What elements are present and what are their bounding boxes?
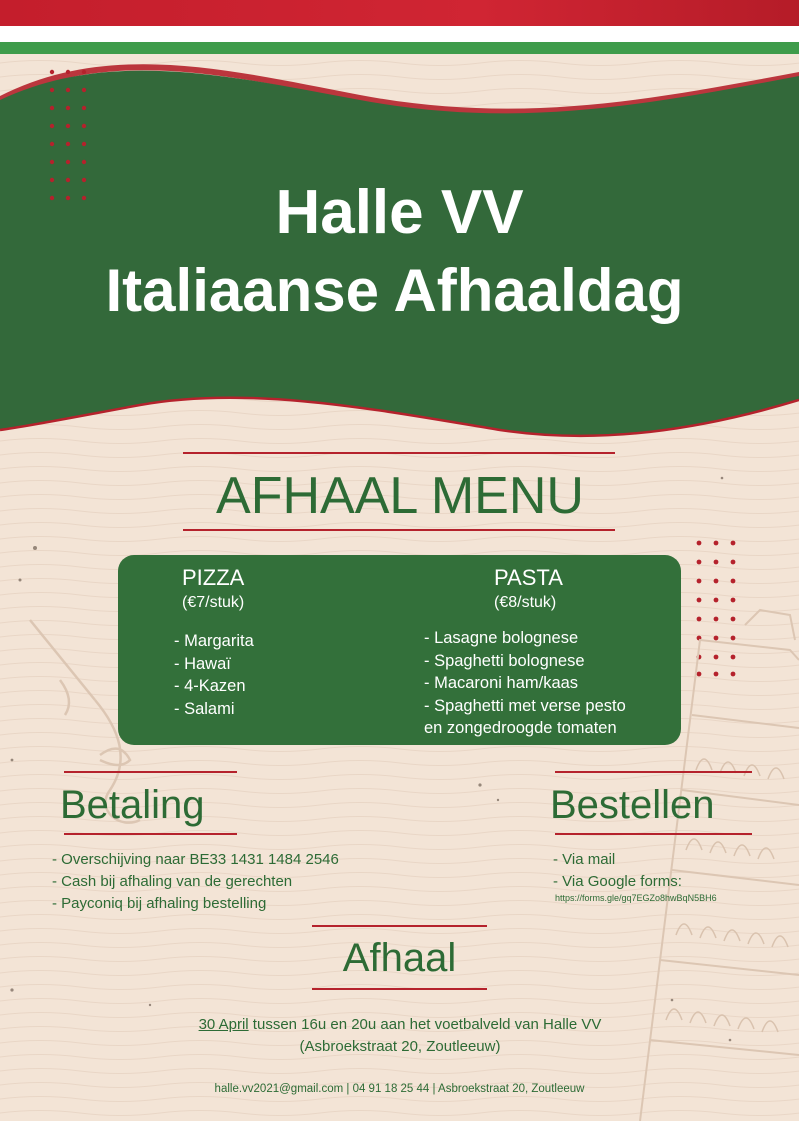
pickup-heading: Afhaal xyxy=(342,936,457,980)
menu-panel xyxy=(118,555,681,745)
pickup-rule-bottom xyxy=(312,988,487,990)
list-item: - Cash bij afhaling van de gerechten xyxy=(52,873,293,890)
list-item: - Overschijving naar BE33 1431 1484 2546 xyxy=(52,851,339,868)
pickup-address: (Asbroekstraat 20, Zoutleeuw) xyxy=(299,1038,501,1055)
payment-rule-top xyxy=(64,771,237,773)
event-name: Italiaanse Afhaaldag xyxy=(105,257,684,324)
ordering-rule-top xyxy=(555,771,752,773)
pickup-date: 30 April xyxy=(198,1016,249,1033)
list-item: - Margarita xyxy=(174,632,254,650)
pizza-list xyxy=(174,630,254,720)
menu-heading: AFHAAL MENU xyxy=(216,467,584,525)
ordering-list xyxy=(553,849,682,893)
pickup-time-line xyxy=(120,1014,680,1036)
google-forms-link[interactable]: https://forms.gle/gq7EGZo8hwBqN5BH6 xyxy=(555,893,717,903)
list-item: - Via mail xyxy=(553,851,616,868)
payment-list xyxy=(52,849,339,915)
footer-contact: halle.vv2021@gmail.com | 04 91 18 25 44 | Asbroekstraat 20, Zoutleeuw xyxy=(214,1083,585,1095)
ordering-heading: Bestellen xyxy=(550,783,715,827)
list-item: - Spaghetti bolognese xyxy=(424,651,585,670)
list-item: - Salami xyxy=(174,699,235,718)
list-item: - Hawaï xyxy=(174,654,231,673)
list-item: - Spaghetti met verse pesto xyxy=(424,696,626,715)
menu-heading-rule-bottom xyxy=(183,529,615,531)
pickup-time-location: tussen 16u en 20u aan het voetbalveld van Halle VV xyxy=(248,1016,602,1033)
pickup-rule-top xyxy=(312,925,487,927)
list-item: - Via Google forms: xyxy=(553,873,682,890)
pizza-title: PIZZA xyxy=(182,565,245,590)
ordering-rule-bottom xyxy=(555,833,752,835)
list-item: - 4-Kazen xyxy=(174,677,246,695)
pasta-list xyxy=(424,627,626,740)
payment-heading: Betaling xyxy=(60,783,205,827)
pasta-title: PASTA xyxy=(494,565,563,590)
pickup-details xyxy=(120,1014,680,1058)
list-item: en zongedroogde tomaten xyxy=(424,719,617,737)
payment-rule-bottom xyxy=(64,833,237,835)
list-item: - Payconiq bij afhaling bestelling xyxy=(52,895,267,912)
flyer-title xyxy=(0,175,799,331)
list-item: - Macaroni ham/kaas xyxy=(424,674,579,692)
pasta-price: (€8/stuk) xyxy=(494,594,557,611)
menu-heading-rule-top xyxy=(183,452,615,454)
pizza-price: (€7/stuk) xyxy=(182,594,245,611)
list-item: - Lasagne bolognese xyxy=(424,629,579,647)
club-name: Halle VV xyxy=(275,178,524,247)
